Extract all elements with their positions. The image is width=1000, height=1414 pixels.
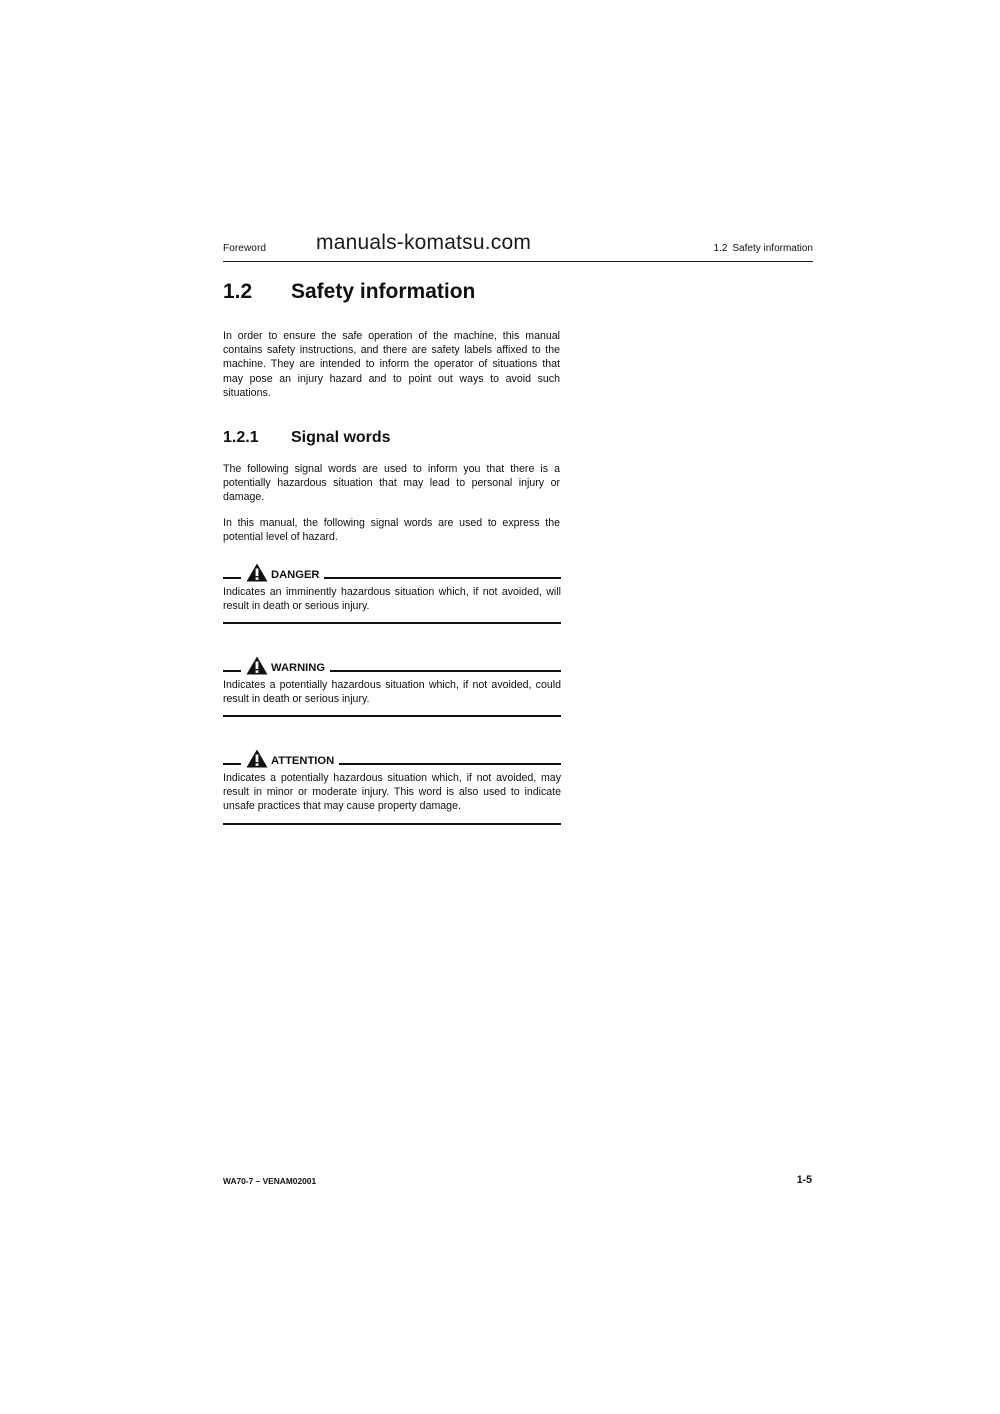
header-section-title: Safety information bbox=[732, 243, 813, 254]
section-heading bbox=[223, 280, 475, 304]
signal-tail-rule bbox=[330, 670, 561, 672]
subsection-title: Signal words bbox=[291, 429, 391, 446]
signal-words-paragraph-2: In this manual, the following signal words are used to express the potential level of hazard. bbox=[223, 517, 560, 544]
signal-tail-rule bbox=[324, 577, 561, 579]
warning-triangle-icon bbox=[246, 563, 268, 582]
intro-paragraph: In order to ensure the safe operation of the machine, this manual contains safety instructions, and there are safety labels affixed to the machine. They are intended to inform the operator of situations that may pose an injury hazard and to point out ways to avoid such situations. bbox=[223, 330, 560, 399]
signal-tail-rule bbox=[339, 763, 561, 765]
header-section-ref bbox=[713, 243, 813, 254]
section-number: 1.2 bbox=[223, 280, 253, 303]
signal-word-attention: ATTENTION bbox=[271, 755, 338, 767]
warning-triangle-icon bbox=[246, 749, 268, 768]
signal-header bbox=[223, 563, 561, 585]
signal-description-warning: Indicates a potentially hazardous situation which, if not avoided, could result in death or serious injury. bbox=[223, 679, 561, 706]
signal-lead-rule bbox=[223, 577, 241, 579]
footer-doc-code: WA70-7 – VENAM02001 bbox=[223, 1176, 317, 1186]
signal-bottom-rule bbox=[223, 715, 561, 717]
signal-block-danger bbox=[223, 563, 561, 624]
signal-description-danger: Indicates an imminently hazardous situation which, if not avoided, will result in death or serious injury. bbox=[223, 586, 561, 613]
subsection-number: 1.2.1 bbox=[223, 429, 259, 446]
signal-lead-rule bbox=[223, 670, 241, 672]
signal-lead-rule bbox=[223, 763, 241, 765]
section-title: Safety information bbox=[291, 280, 476, 303]
header-section-number: 1.2 bbox=[713, 243, 728, 254]
warning-triangle-icon bbox=[246, 656, 268, 675]
signal-words-paragraph-1: The following signal words are used to inform you that there is a potentially hazardous situation that may lead to personal injury or damage. bbox=[223, 463, 560, 504]
header-rule bbox=[223, 261, 813, 262]
signal-description-attention: Indicates a potentially hazardous situation which, if not avoided, may result in minor or moderate injury. This word is also used to indicate unsafe practices that may cause property damage. bbox=[223, 772, 561, 813]
subsection-heading bbox=[223, 429, 391, 447]
signal-word-danger: DANGER bbox=[271, 569, 323, 581]
watermark: manuals-komatsu.com bbox=[316, 231, 532, 254]
signal-bottom-rule bbox=[223, 622, 561, 624]
signal-word-warning: WARNING bbox=[271, 662, 329, 674]
signal-header bbox=[223, 749, 561, 771]
footer-page-number: 1-5 bbox=[796, 1174, 812, 1186]
signal-header bbox=[223, 656, 561, 678]
signal-block-warning bbox=[223, 656, 561, 717]
header-section-label: Foreword bbox=[223, 243, 267, 254]
signal-block-attention bbox=[223, 749, 561, 825]
signal-bottom-rule bbox=[223, 823, 561, 825]
